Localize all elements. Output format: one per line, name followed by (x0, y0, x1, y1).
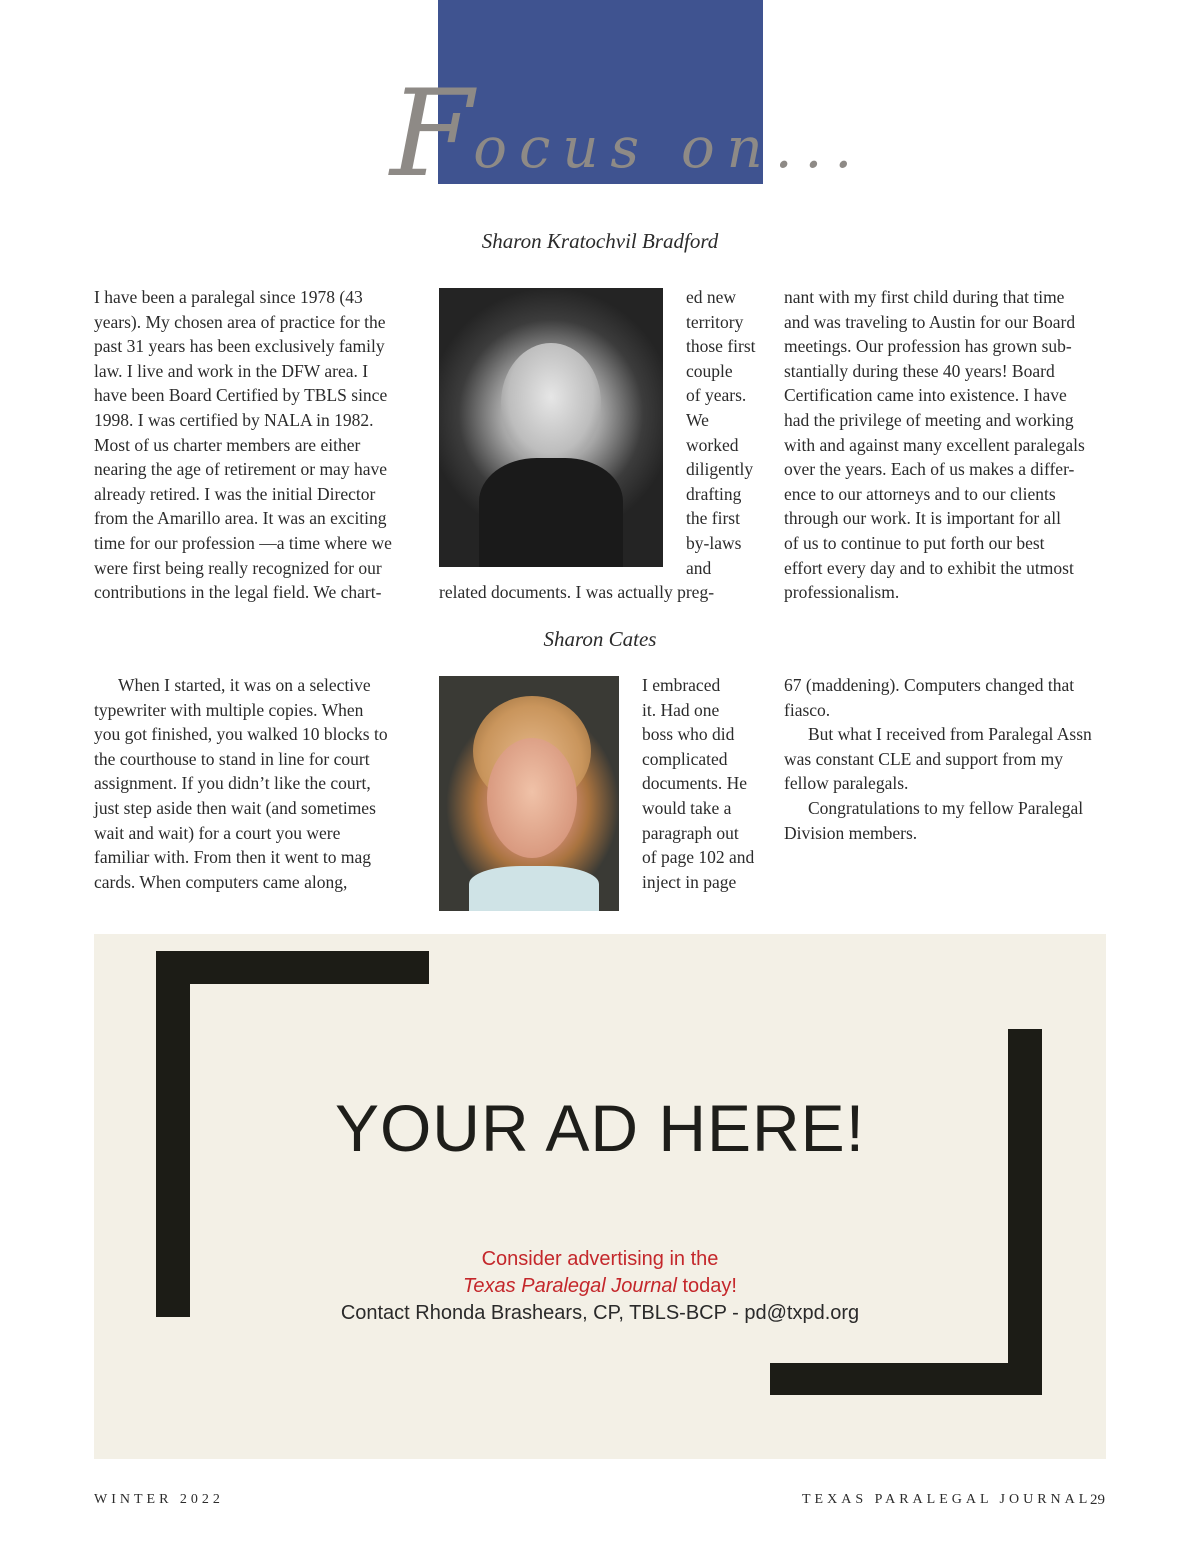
text-line: were first being really recognized for our (94, 557, 382, 578)
text-line: contributions in the legal field. We chart- (94, 582, 382, 603)
text-line: 67 (maddening). Computers changed that (784, 675, 1075, 695)
ad-line1: Consider advertising in the (481, 1248, 719, 1270)
text-line: documents. He (642, 773, 747, 794)
profile1-column3 (784, 285, 1085, 605)
text-line: time for our profession —a time where we (94, 532, 392, 553)
text-line: cards. When computers came along, (94, 871, 348, 892)
text-line: professionalism. (784, 582, 900, 603)
text-line: and was traveling to Austin for our Board (784, 311, 1076, 332)
profile1-column1 (94, 285, 392, 605)
text-line: But what I received from Paralegal Assn (808, 724, 1092, 745)
text-line: stantially during these 40 years! Board (784, 360, 1055, 381)
title-initial: F (390, 65, 474, 204)
text-line: and (686, 557, 712, 578)
text-line: Most of us charter members are either (94, 434, 361, 455)
text-line: diligently (686, 459, 754, 480)
profile2-photo (439, 676, 619, 911)
profile1-photo (439, 288, 663, 567)
text-line: We (686, 409, 709, 430)
text-line: was constant CLE and support from my (784, 748, 1063, 769)
text-line: the courthouse to stand in line for court (94, 748, 370, 769)
text-line: drafting (686, 483, 742, 504)
text-line: paragraph out (642, 822, 739, 843)
text-line: by-laws (686, 532, 742, 553)
bracket-bottom-right-horizontal (770, 1363, 1042, 1395)
profile1-column2-side (686, 285, 756, 580)
text-line: would take a (642, 797, 732, 818)
text-line: those first (686, 336, 756, 357)
text-line: I embraced (642, 675, 721, 695)
text-line: Division members. (784, 822, 918, 843)
footer-issue: WINTER 2022 (94, 1492, 224, 1507)
text-line: boss who did (642, 724, 735, 745)
text-line: territory (686, 311, 744, 332)
text-line: assignment. If you didn’t like the court, (94, 773, 371, 794)
text-line: of years. (686, 385, 747, 406)
text-line: I have been a paralegal since 1978 (43 (94, 287, 363, 307)
profile2-column2-side (642, 673, 754, 894)
text-line: complicated (642, 748, 728, 769)
title-rest: ocus on... (473, 116, 865, 181)
bracket-bottom-right-vertical (1008, 1029, 1042, 1395)
footer-page-number: 29 (1090, 1492, 1105, 1508)
text-line: Congratulations to my fellow Paralegal (808, 797, 1084, 818)
profile2-column1 (94, 673, 388, 894)
text-line: you got finished, you walked 10 blocks to (94, 724, 388, 745)
text-line: through our work. It is important for all (784, 508, 1062, 529)
ad-line2-rest: today! (676, 1275, 737, 1297)
text-line: years). My chosen area of practice for the (94, 311, 386, 332)
text-line: of page 102 and (642, 847, 755, 868)
text-line: meetings. Our profession has grown sub- (784, 336, 1072, 357)
text-line: wait and wait) for a court you were (94, 822, 341, 843)
text-line: with and against many excellent paralegals (784, 434, 1085, 455)
text-line: familiar with. From then it went to mag (94, 847, 372, 868)
text-line: it. Had one (642, 699, 720, 720)
ad-journal-name: Texas Paralegal Journal (463, 1275, 677, 1297)
text-line: inject in page (642, 871, 737, 892)
text-line: nant with my first child during that time (784, 287, 1065, 307)
text-line: 1998. I was certified by NALA in 1982. (94, 409, 374, 430)
text-line: Certification came into existence. I have (784, 385, 1067, 406)
text-line: When I started, it was on a selective (118, 675, 371, 695)
text-line: typewriter with multiple copies. When (94, 699, 364, 720)
text-line: ence to our attorneys and to our clients (784, 483, 1056, 504)
text-line: from the Amarillo area. It was an exciting (94, 508, 387, 529)
text-line: already retired. I was the initial Director (94, 483, 376, 504)
text-line: of us to continue to put forth our best (784, 532, 1045, 553)
ad-box[interactable] (94, 934, 1106, 1459)
text-line: had the privilege of meeting and working (784, 409, 1074, 430)
profile1-name: Sharon Kratochvil Bradford (481, 229, 719, 253)
bracket-top-left-horizontal (156, 951, 429, 984)
footer-journal: TEXAS PARALEGAL JOURNAL (802, 1492, 1092, 1507)
text-line: nearing the age of retirement or may have (94, 459, 387, 480)
text-line: the first (686, 508, 740, 529)
profile1-column2-bottom: related documents. I was actually preg- (439, 582, 715, 602)
text-line: fiasco. (784, 699, 831, 720)
section-title (390, 65, 865, 204)
ad-line2 (94, 1275, 1106, 1298)
text-line: past 31 years has been exclusively family (94, 336, 385, 357)
text-line: over the years. Each of us makes a differ- (784, 459, 1075, 480)
text-line: effort every day and to exhibit the utmost (784, 557, 1074, 578)
text-line: have been Board Certified by TBLS since (94, 385, 388, 406)
ad-headline: YOUR AD HERE! (334, 1091, 866, 1165)
text-line: just step aside then wait (and sometimes (94, 797, 376, 818)
text-line: worked (686, 434, 739, 455)
profile2-column3 (784, 673, 1092, 845)
text-line: couple (686, 360, 733, 381)
profile2-name: Sharon Cates (543, 627, 657, 651)
text-line: fellow paralegals. (784, 773, 909, 794)
ad-contact[interactable]: Contact Rhonda Brashears, CP, TBLS-BCP - pd@txpd.org (340, 1302, 860, 1324)
text-line: law. I live and work in the DFW area. I (94, 360, 369, 381)
text-line: ed new (686, 287, 737, 307)
